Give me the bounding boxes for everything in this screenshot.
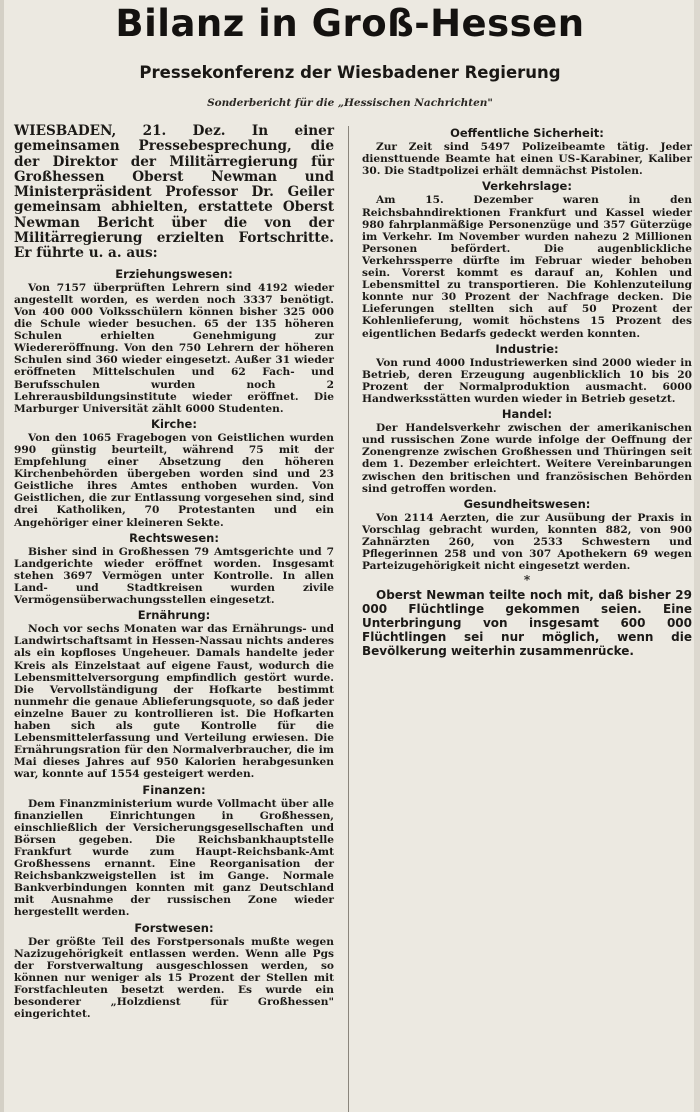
section-text: Zur Zeit sind 5497 Polizeibeamte tätig. Jeder diensttuende Beamte hat einen US-Karabiner, Kaliber 30. Die Stadtpolizei erhält demnächst Pistolen. bbox=[362, 141, 692, 178]
lead-text: In einer gemeinsamen Pressebesprechung, die der Direktor der Militärregierung für Großhessen Oberst Newman und Ministerpräsident Professor Dr. Geiler gemeinsam abhielten, erstattete Oberst Newman Bericht über die von der Militärregierung erzielten Fortschritte. Er führte u. a. aus: bbox=[14, 123, 334, 262]
section-gesundheitswesen bbox=[362, 498, 692, 573]
section-heading: Oeffentliche Sicherheit: bbox=[450, 126, 604, 140]
section-text: Am 15. Dezember waren in den Reichsbahndirektionen Frankfurt und Kassel wieder 980 fahrplanmäßige Personenzüge und 357 Güterzüge im Verkehr. Im November wurden nahezu 2 Millionen Personen befördert. Die augenblickliche Verkehrssperre dürfte im Februar wieder behoben sein. Vorerst kommt es darauf an, Kohlen und Lebensmittel zu transportieren. Die Kohlenzuteilung konnte nur 30 Prozent der Nachfrage decken. Die Lieferungen stellten sich auf 50 Prozent der Kohlenlieferung, womit höchstens 15 Prozent des eigentlichen Bedarfs gedeckt werden konnten. bbox=[362, 194, 692, 340]
section-erziehungswesen bbox=[14, 268, 334, 415]
section-text: Noch vor sechs Monaten war das Ernährungs- und Landwirtschaftsamt in Hessen-Nassau nichts anderes als ein kopfloses Ungeheuer. Damals handelte jeder Kreis als Einzelstaat auf eigene Faust, wodurch die Lebensmittelversorgung empfindlich gestört wurde. Die Vervollständigung der Hofkarte bestimmt nunmehr die genaue Ablieferungsquote, so daß jeder einzelne Bauer zu kontrollieren ist. Die Hofkarten haben sich als gute Kontrolle für die Lebensmittelerfassung und Verteilung erwiesen. Die Ernährungsration für den Normalverbraucher, die im Mai dieses Jahres auf 950 Kalorien herabgesunken war, konnte auf 1554 gesteigert werden. bbox=[14, 623, 334, 781]
section-oeffentliche-sicherheit bbox=[362, 127, 692, 177]
section-kirche bbox=[14, 418, 334, 529]
section-heading: Rechtswesen: bbox=[129, 530, 219, 545]
section-industrie bbox=[362, 343, 692, 405]
lead-paragraph bbox=[14, 124, 334, 262]
section-heading: Forstwesen: bbox=[134, 920, 214, 935]
subheadline: Pressekonferenz der Wiesbadener Regierung bbox=[139, 63, 561, 82]
section-heading: Ernährung: bbox=[137, 608, 211, 623]
dateline: WIESBADEN, 21. Dez. bbox=[14, 123, 226, 139]
section-text: Von 7157 überprüften Lehrern sind 4192 wieder angestellt worden, es werden noch 3337 benötigt. Von 400 000 Volksschülern können bisher 325 000 die Schule wieder besuchen. 65 der 135 höheren Schulen erhielten Genehmigung zur Wiedereröffnung. Von den 750 Lehrern der höheren Schulen sind 360 wieder eingesetzt. Außer 31 wieder eröffneten Mittelschulen und 62 Fach- und Berufsschulen wurden noch 2 Lehrerausbildungsinstitute wieder eröffnet. Die Marburger Universität zählt 6000 Studenten. bbox=[14, 281, 334, 415]
section-verkehrslage bbox=[362, 180, 692, 339]
section-rechtswesen bbox=[14, 532, 334, 607]
section-handel bbox=[362, 408, 692, 495]
left-column bbox=[14, 124, 334, 1022]
paper-edge-right bbox=[694, 0, 700, 1112]
section-heading: Gesundheitswesen: bbox=[463, 496, 591, 511]
section-heading: Kirche: bbox=[151, 416, 197, 431]
section-text: Von 2114 Aerzten, die zur Ausübung der Praxis in Vorschlag gebracht wurden, konnten 882, von 900 Zahnärzten 260, von 2533 Schwestern und Pflegerinnen 258 und von 307 Apothekern 69 wegen Parteizugehörigkeit nicht eingesetzt werden. bbox=[362, 511, 692, 573]
section-heading: Handel: bbox=[501, 407, 553, 422]
section-text: Von den 1065 Fragebogen von Geistlichen wurden 990 günstig beurteilt, während 75 mit der Empfehlung einer Absetzung den höheren Kirchenbehörden übergeben worden sind und 23 Geistliche ihres Amtes enthoben wurden. Von Geistlichen, die zur Entlassung vorgesehen sind, sind drei Katholiken, 70 Protestanten und ein Angehöriger einer kleineren Sekte. bbox=[14, 431, 334, 529]
section-forstwesen bbox=[14, 922, 334, 1021]
separator-asterisk: * bbox=[523, 573, 531, 588]
closing-paragraph: Oberst Newman teilte noch mit, daß bisher 29 000 Flüchtlinge gekommen seien. Eine Unterbringung von insgesamt 600 000 Flüchtlingen sei nur möglich, wenn die Bevölkerung weiterhin zusammenrücke. bbox=[362, 588, 692, 659]
section-text: Dem Finanzministerium wurde Vollmacht über alle finanziellen Einrichtungen in Großhessen, einschließlich der Versicherungsgesellschaften und Börsen gegeben. Die Reichsbankhauptstelle Frankfurt wurde zum Haupt-Reichsbank-Amt Großhessens ernannt. Eine Reorganisation der Reichsbankzweigstellen ist im Gange. Normale Bankverbindungen konnten mit ganz Deutschland mit Ausnahme der russischen Zone wieder hergestellt werden. bbox=[14, 797, 334, 919]
section-text: Der Handelsverkehr zwischen der amerikanischen und russischen Zone wurde infolge der Oeffnung der Zonengrenze zwischen Großhessen und Thüringen seit dem 1. Dezember erleichtert. Weitere Vereinbarungen zwischen den britischen und französischen Behörden sind getroffen worden. bbox=[362, 422, 692, 495]
section-heading: Erziehungswesen: bbox=[115, 266, 233, 281]
section-text: Der größte Teil des Forstpersonals mußte wegen Nazizugehörigkeit entlassen werden. Wenn alle Pgs der Forstverwaltung ausgeschlossen werden, so können nur weniger als 15 Prozent der Stellen mit Forstfachleuten besetzt werden. Es wurde ein besonderer „Holzdienst für Großhessen" eingerichtet. bbox=[14, 935, 334, 1021]
section-text: Bisher sind in Großhessen 79 Amtsgerichte und 7 Landgerichte wieder eröffnet worden. Insgesamt stehen 3697 Vermögen unter Kontrolle. In allen Land- und Stadtkreisen wurden zivile Vermögensüberwachungsstellen eingesetzt. bbox=[14, 545, 334, 607]
section-heading: Industrie: bbox=[495, 341, 559, 356]
column-divider bbox=[348, 126, 349, 1112]
section-finanzen bbox=[14, 784, 334, 919]
headline: Bilanz in Groß-Hessen bbox=[115, 2, 585, 45]
section-heading: Verkehrslage: bbox=[482, 179, 572, 194]
byline: Sonderbericht für die „Hessischen Nachrichten" bbox=[207, 97, 493, 109]
paper-edge-left bbox=[0, 0, 4, 1112]
section-ernaehrung bbox=[14, 609, 334, 780]
section-text: Von rund 4000 Industriewerken sind 2000 wieder in Betrieb, deren Erzeugung augenblicklich 10 bis 20 Prozent der Normalproduktion ausmacht. 6000 Handwerksstätten wurden wieder in Betrieb gesetzt. bbox=[362, 356, 692, 405]
section-heading: Finanzen: bbox=[142, 782, 206, 797]
right-column bbox=[362, 124, 692, 660]
